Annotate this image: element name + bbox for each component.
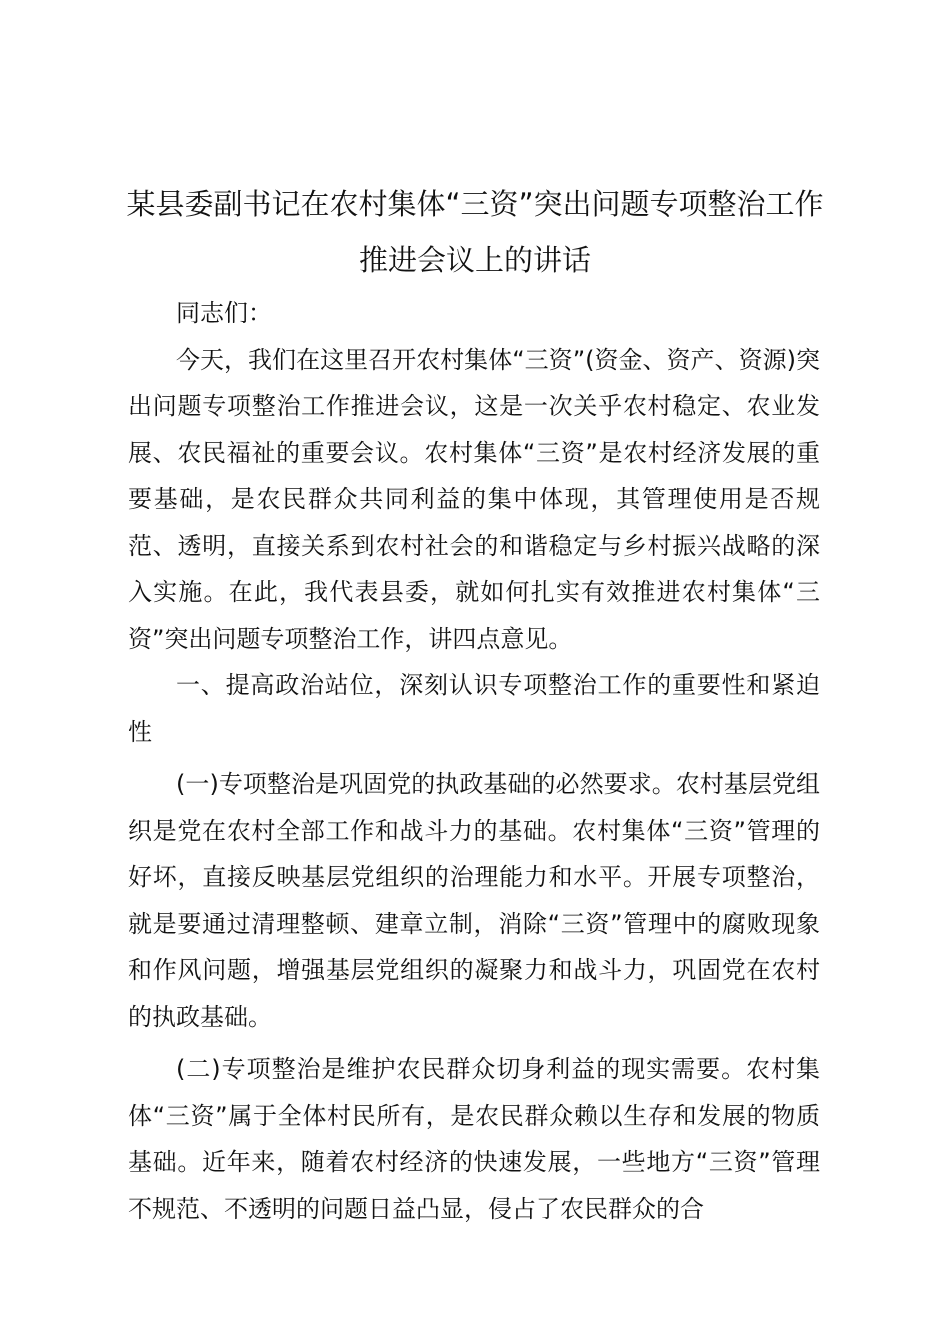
paragraph-subsection-2: (二)专项整治是维护农民群众切身利益的现实需要。农村集体“三资”属于全体村民所有，是农民群众赖以生存和发展的物质基础。近年来，随着农村经济的快速发展，一些地方“三资”管理不规范、不透明的问题日益凸显，侵占了农民群众的合 [128,1055,820,1223]
document-body [128,290,820,1232]
section-heading-1: 一、提高政治站位，深刻认识专项整治工作的重要性和紧迫性 [128,671,820,746]
salutation: 同志们： [176,299,272,327]
document-title-line-1: 某县委副书记在农村集体“三资”突出问题专项整治工作 [126,187,824,221]
paragraph-intro: 今天，我们在这里召开农村集体“三资”(资金、资产、资源)突出问题专项整治工作推进会议，这是一次关乎农村稳定、农业发展、农民福祉的重要会议。农村集体“三资”是农村经济发展的重要基础，是农民群众共同利益的集中体现，其管理使用是否规范、透明，直接关系到农村社会的和谐稳定与乡村振兴战略的深入实施。在此，我代表县委，就如何扎实有效推进农村集体“三资”突出问题专项整治工作，讲四点意见。 [128,345,820,653]
paragraph-subsection-1: (一)专项整治是巩固党的执政基础的必然要求。农村基层党组织是党在农村全部工作和战斗力的基础。农村集体“三资”管理的好坏，直接反映基层党组织的治理能力和水平。开展专项整治，就是要通过清理整顿、建章立制，消除“三资”管理中的腐败现象和作风问题，增强基层党组织的凝聚力和战斗力，巩固党在农村的执政基础。 [128,770,820,1031]
document-title-line-2: 推进会议上的讲话 [358,243,591,277]
document-title [120,176,830,288]
